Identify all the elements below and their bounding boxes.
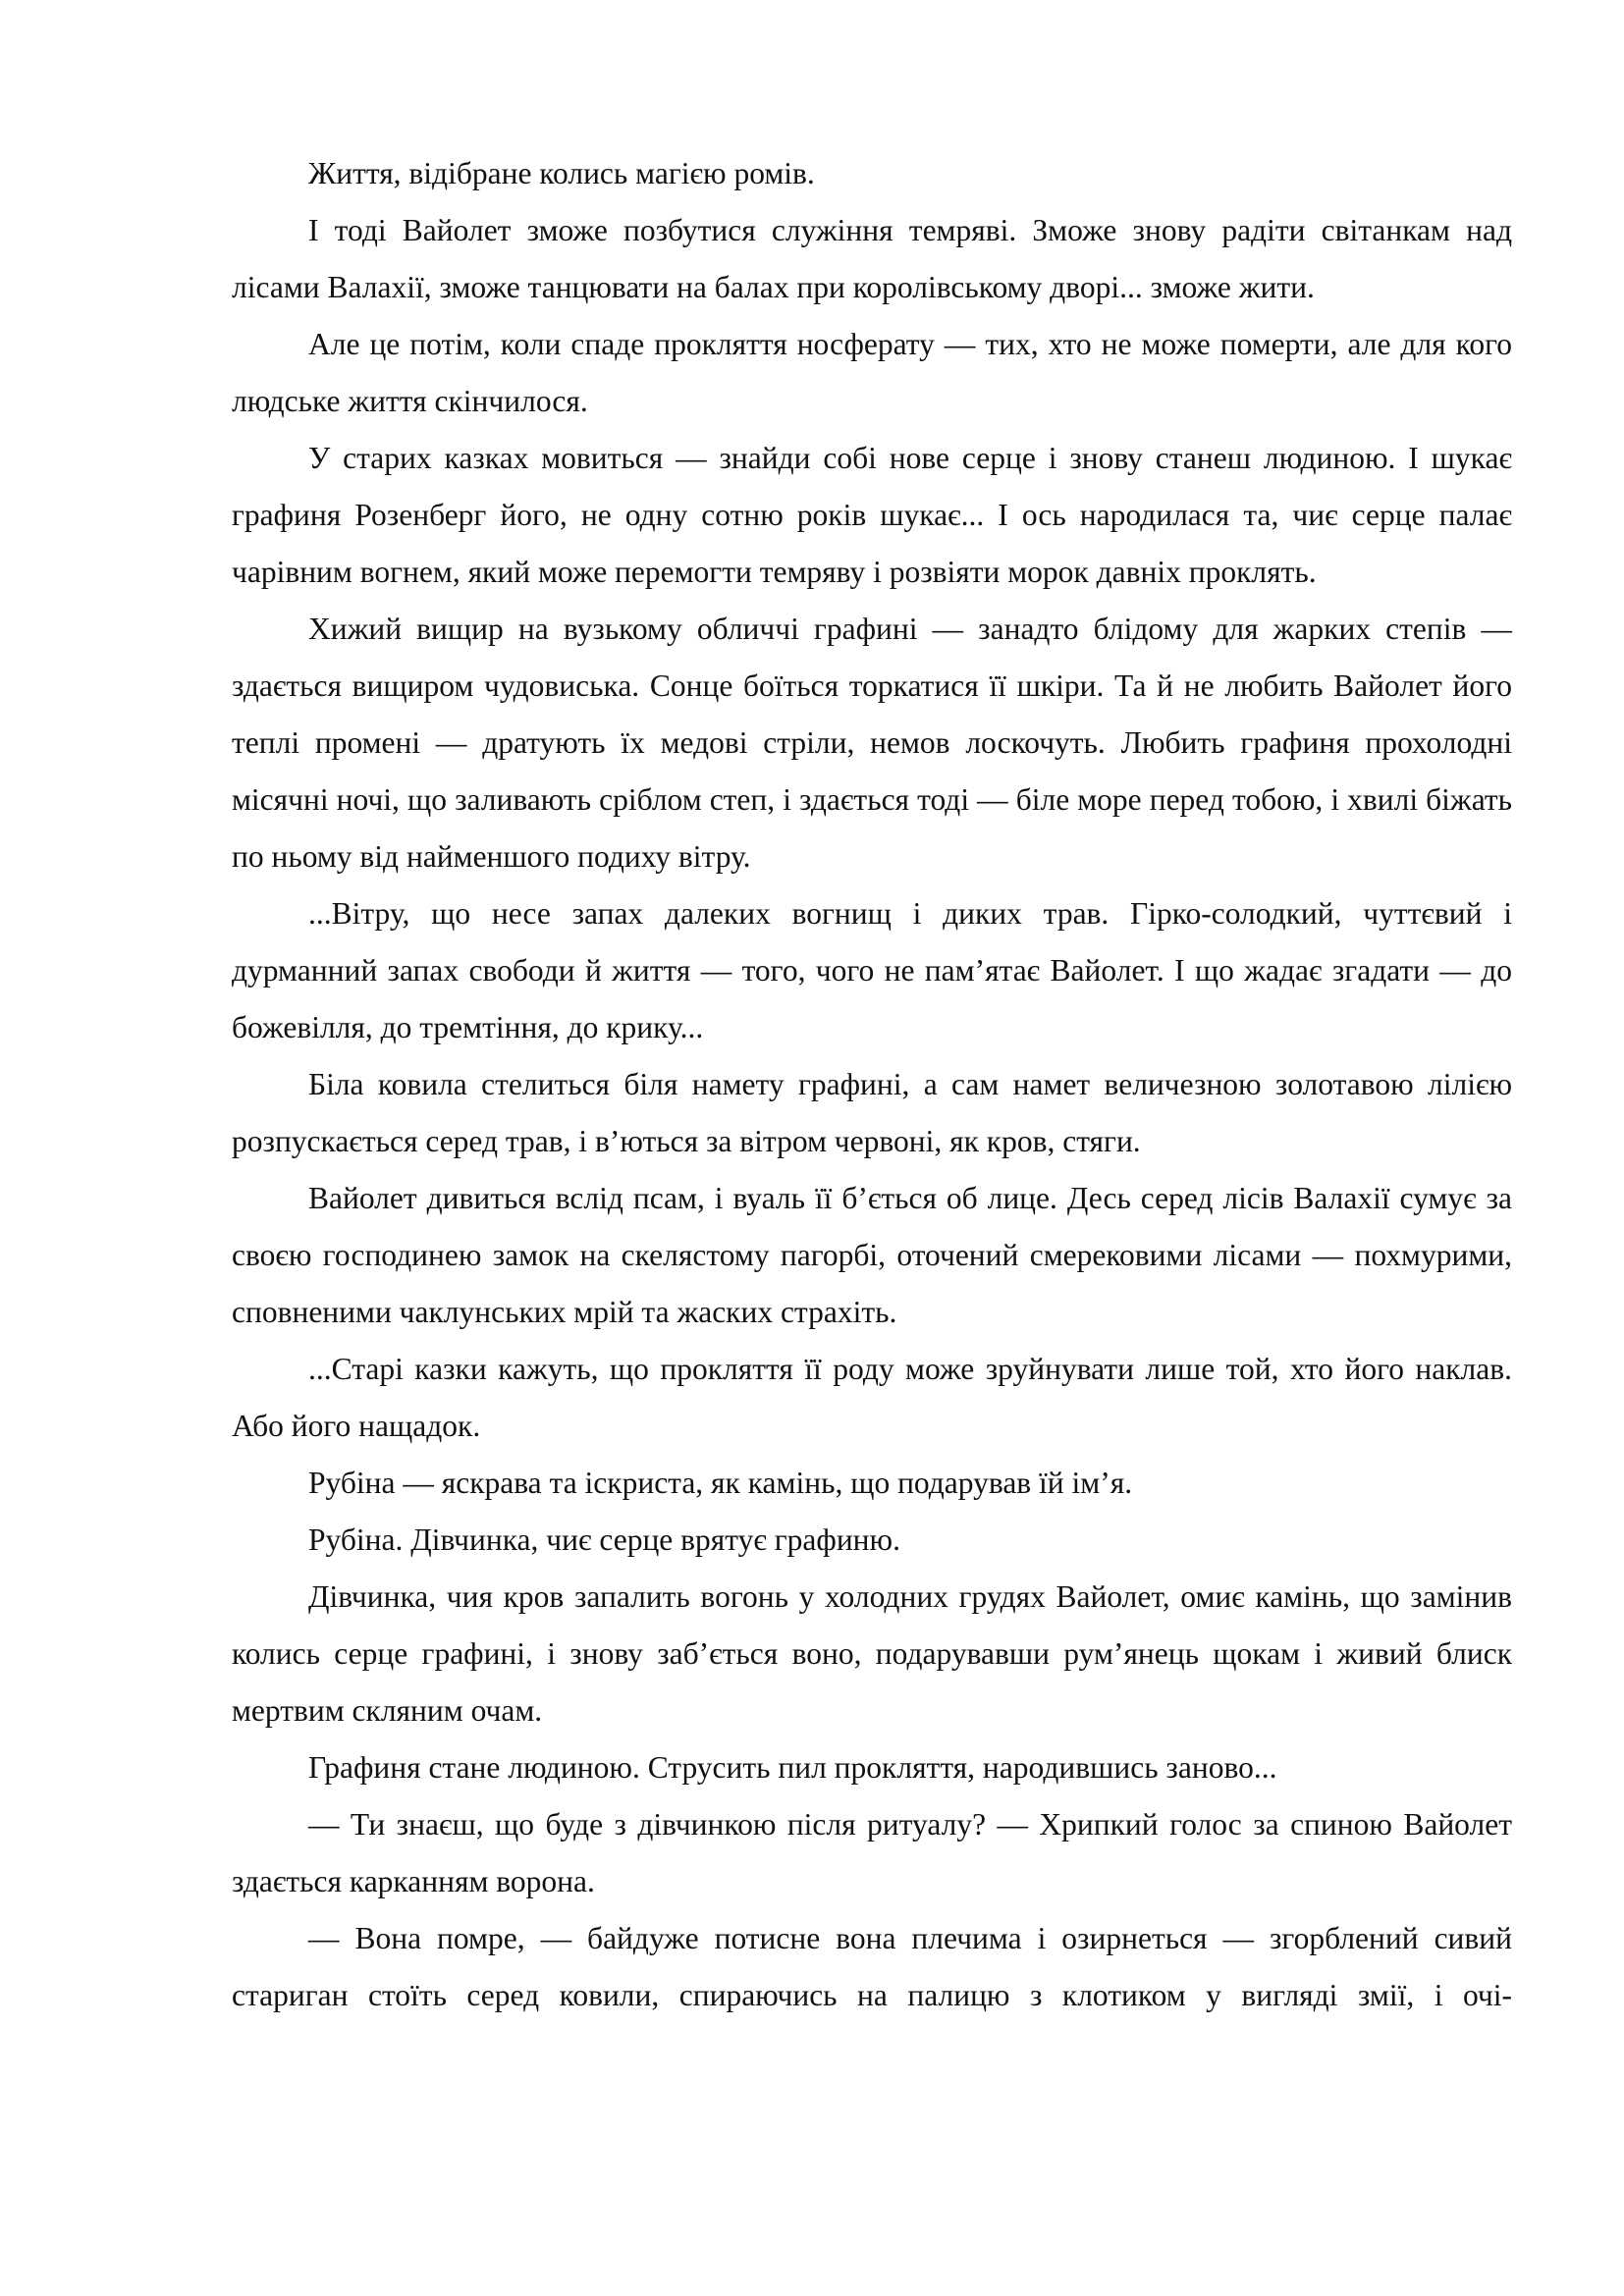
paragraph-13: Графиня стане людиною. Струсить пил прокляття, народившись заново... (308, 1750, 1277, 1785)
paragraph-7: Біла ковила стелиться біля намету графині, а сам намет величезною золотавою лілією розпускається серед трав, і в’ються за вітром червоні, як кров, стяги. (232, 1067, 1512, 1158)
paragraph-15: — Вона помре, — байдуже потисне вона плечима і озирнеться — згорблений сивий стариган стоїть серед ковили, спираючись на палицю з клотиком у вигляді змії, і очі- (232, 1921, 1512, 2012)
paragraph-12: Дівчинка, чия кров запалить вогонь у холодних грудях Вайолет, омиє камінь, що замінив колись серце графині, і знову заб’ється воно, подарувавши рум’янець щокам і живий блиск мертвим скляним очам. (232, 1579, 1512, 1728)
paragraph-9: ...Старі казки кажуть, що прокляття її роду може зруйнувати лише той, хто його наклав. Або його нащадок. (232, 1352, 1512, 1443)
paragraph-11: Рубіна. Дівчинка, чиє серце врятує графиню. (308, 1522, 900, 1557)
paragraph-8: Вайолет дивиться вслід псам, і вуаль її б’ється об лице. Десь серед лісів Валахії сумує за своєю господинею замок на скелястому пагорбі, оточений смерековими лісами — похмурими, сповненими чаклунських мрій та жаских страхіть. (232, 1181, 1512, 1329)
paragraph-10: Рубіна — яскрава та іскриста, як камінь, що подарував їй ім’я. (308, 1466, 1133, 1500)
paragraph-4: У старих казках мовиться — знайди собі нове серце і знову станеш людиною. І шукає графиня Розенберг його, не одну сотню років шукає... І ось народилася та, чиє серце палає чарівним вогнем, який може перемогти темряву і розвіяти морок давніх проклять. (232, 441, 1512, 589)
paragraph-5: Хижий вищир на вузькому обличчі графині — занадто блідому для жарких степів — здається вищиром чудовиська. Сонце боїться торкатися її шкіри. Та й не любить Вайолет його теплі промені — дратують їх медові стріли, немов лоскочуть. Любить графиня прохолодні місячні ночі, що заливають сріблом степ, і здається тоді — біле море перед тобою, і хвилі біжать по ньому від найменшого подиху вітру. (232, 612, 1512, 874)
document-page (232, 145, 1512, 2024)
paragraph-14: — Ти знаєш, що буде з дівчинкою після ритуалу? — Хрипкий голос за спиною Вайолет здається карканням ворона. (232, 1807, 1512, 1898)
paragraph-3: Але це потім, коли спаде прокляття носферату — тих, хто не може померти, але для кого людське життя скінчилося. (232, 327, 1512, 418)
paragraph-6: ...Вітру, що несе запах далеких вогнищ і диких трав. Гірко-солодкий, чуттєвий і дурманний запах свободи й життя — того, чого не пам’ятає Вайолет. І що жадає згадати — до божевілля, до тремтіння, до крику... (232, 896, 1512, 1044)
paragraph-2: І тоді Вайолет зможе позбутися служіння темряві. Зможе знову радіти світанкам над лісами Валахії, зможе танцювати на балах при королівському дворі... зможе жити. (232, 213, 1512, 304)
paragraph-1: Життя, відібране колись магією ромів. (308, 156, 815, 190)
